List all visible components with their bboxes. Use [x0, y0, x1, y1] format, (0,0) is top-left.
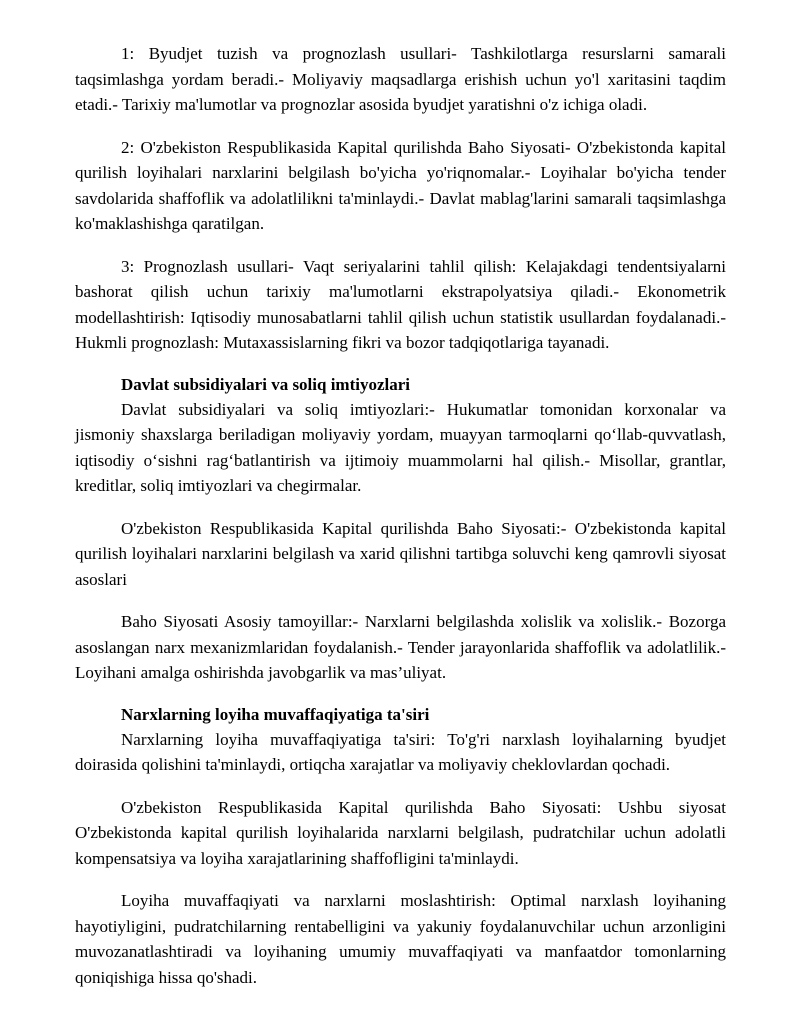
section-heading-pricing-impact: Narxlarning loyiha muvaffaqiyatiga ta'siri	[121, 704, 430, 724]
paragraph-project-success: Loyiha muvaffaqiyati va narxlarni moslashtirish: Optimal narxlash loyihaning hayotiyligini, pudratchilarning rentabelligini va yakuniy foydalanuvchilar uchun arzonligini muvozanatlashtiradi va loyihaning umumiy muvaffaqiyati va manfaatdor tomonlarning qoniqishiga hissa qo'shadi.	[75, 891, 726, 987]
section-heading-subsidies: Davlat subsidiyalari va soliq imtiyozlari	[121, 374, 411, 394]
paragraph-key-principles: Baho Siyosati Asosiy tamoyillar:- Narxlarni belgilashda xolislik va xolislik.- Bozorga asoslangan narx mexanizmlaridan foydalanish.- Tender jarayonlarida shaffoflik va adolatlilik.- Loyihani amalga oshirishda javobgarlik va mas’uliyat.	[75, 612, 726, 682]
paragraph-pricing-policy-summary: O'zbekiston Respublikasida Kapital qurilishda Baho Siyosati: Ushbu siyosat O'zbekistonda kapital qurilish loyihalarida narxlarni belgilash, pudratchilar uchun adolatli kompensatsiya va loyiha xarajatlarining shaffofligini ta'minlaydi.	[75, 797, 726, 868]
paragraph-pricing-policy: 2: O'zbekiston Respublikasida Kapital qurilishda Baho Siyosati- O'zbekistonda kapital qurilish loyihalari narxlarini belgilash bo'yicha yo'riqnomalar.- Loyihalar bo'yicha tender savdolarida shaffoflik va adolatlilikni ta'minlaydi.- Davlat mablag'larini samarali taqsimlashga ko'maklashishga qaratilgan.	[75, 137, 726, 233]
paragraph-pricing-policy-framework: O'zbekiston Respublikasida Kapital qurilishda Baho Siyosati:- O'zbekistonda kapital qurilish loyihalari narxlarini belgilash va xarid qilishni tartibga soluvchi keng qamrovli siyosat asoslari	[75, 518, 726, 589]
paragraph-subsidies: Davlat subsidiyalari va soliq imtiyozlari:- Hukumatlar tomonidan korxonalar va jismoniy shaxslarga beriladigan moliyaviy yordam, muayyan tarmoqlarni qo‘llab-quvvatlash, iqtisodiy o‘sishni rag‘batlantirish va ijtimoiy muammolarni hal qilish.- Misollar, grantlar, kreditlar, soliq imtiyozlari va chegirmalar.	[75, 399, 726, 495]
paragraph-forecasting-methods: 3: Prognozlash usullari- Vaqt seriyalarini tahlil qilish: Kelajakdagi tendentsiyalarni bashorat qilish uchun tarixiy ma'lumotlarni ekstrapolyatsiya qiladi.- Ekonometrik modellashtirish: Iqtisodiy munosabatlarni tahlil qilish uchun statistik usullardan foydalanadi.- Hukmli prognozlash: Mutaxassislarning fikri va bozor tadqiqotlariga tayanadi.	[75, 256, 726, 352]
paragraph-pricing-impact: Narxlarning loyiha muvaffaqiyatiga ta'siri: To'g'ri narxlash loyihalarning byudjet doirasida qolishini ta'minlaydi, ortiqcha xarajatlar va moliyaviy cheklovlardan qochadi.	[75, 729, 726, 774]
paragraph-budgeting-methods: 1: Byudjet tuzish va prognozlash usullari- Tashkilotlarga resurslarni samarali taqsimlashga yordam beradi.- Moliyaviy maqsadlarga erishish uchun yo'l xaritasini taqdim etadi.- Tarixiy ma'lumotlar va prognozlar asosida byudjet yaratishni o'z ichiga oladi.	[75, 44, 726, 114]
document-page	[75, 41, 726, 1007]
